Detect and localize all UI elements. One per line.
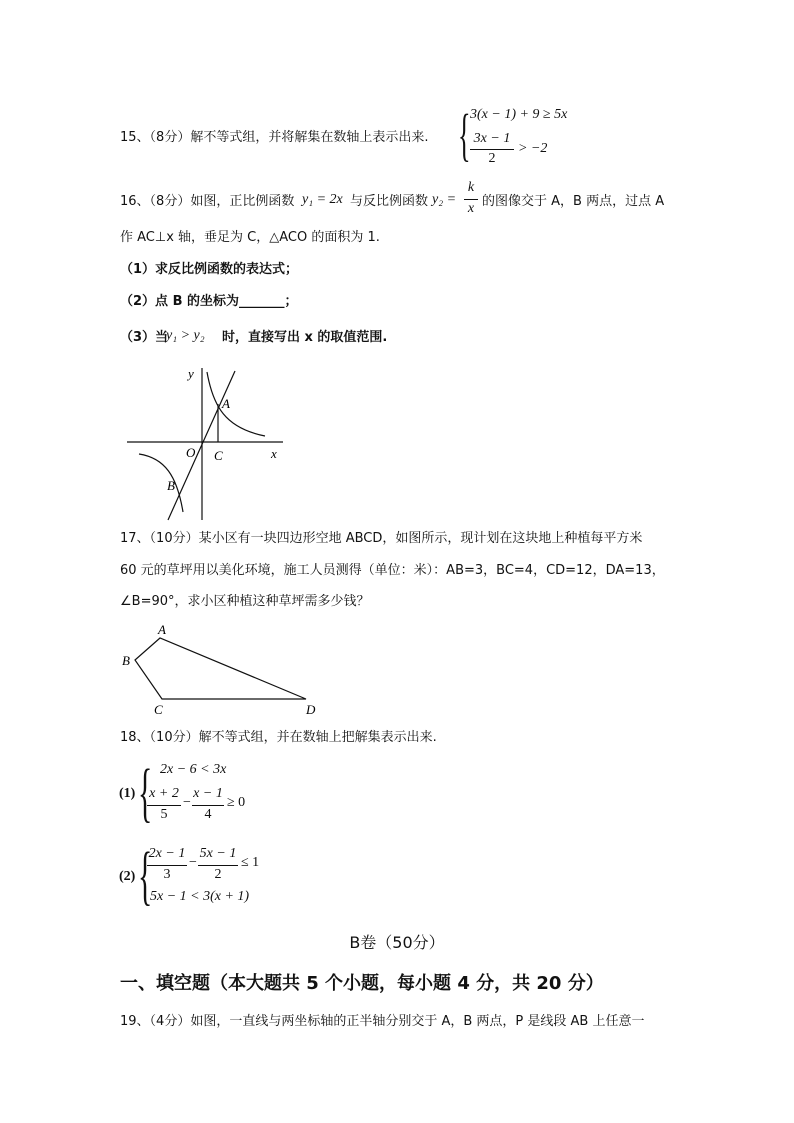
- q16-label-C: C: [214, 448, 223, 463]
- q18-prompt: 18、（10分）解不等式组，并在数轴上把解集表示出来.: [120, 730, 437, 745]
- q18-part2-frac2-bar: [198, 865, 238, 866]
- q18-part1-frac1-denominator: 5: [160, 807, 168, 822]
- q16-subquestion-2: （2）点 B 的坐标为_______；: [120, 294, 298, 309]
- q18-part1-rest: ≥ 0: [227, 795, 246, 810]
- q19-line1: 19、（4分）如图，一直线与两坐标轴的正半轴分别交于 A，B 两点，P 是线段 AB 上任意一: [120, 1014, 645, 1029]
- q16-line1-a: 16、（8分）如图，正比例函数: [120, 194, 295, 209]
- q16-label-A: A: [222, 396, 230, 411]
- q18-part1-frac2-numerator: x − 1: [193, 786, 223, 801]
- q16-fraction-denominator: x: [467, 201, 475, 216]
- q15-inequality-1: 3(x − 1) + 9 ≥ 5x: [470, 107, 568, 122]
- q18-part1-label: (1): [119, 786, 136, 801]
- q15-fraction-bar: [470, 149, 514, 150]
- q17-label-C: C: [154, 702, 163, 717]
- q18-part2-frac1-numerator: 2x − 1: [148, 846, 186, 861]
- q16-subquestion-1: （1）求反比例函数的表达式；: [120, 262, 299, 277]
- q17-line2: 60 元的草坪用以美化环境，施工人员测得（单位：米）：AB=3，BC=4，CD=12，DA=13，: [120, 563, 665, 578]
- section-heading-fill-in: 一、填空题（本大题共 5 个小题，每小题 4 分，共 20 分）: [120, 973, 604, 994]
- q18-part2-rest: ≤ 1: [241, 855, 260, 870]
- q15-inequality-2-rest: > −2: [518, 141, 548, 156]
- q16-hyperbola-branch-1: [207, 372, 265, 436]
- q18-part1-frac2-bar: [192, 805, 224, 806]
- q18-part2-brace: {: [138, 839, 153, 912]
- q16-subquestion-3-math: y₁ > y₂: [166, 328, 205, 343]
- q16-label-y: y: [188, 366, 194, 381]
- q18-part2-inequality-2: 5x − 1 < 3(x + 1): [150, 889, 250, 904]
- q15-prompt: 15、（8分）解不等式组，并将解集在数轴上表示出来.: [120, 130, 429, 145]
- q16-line1-b: 与反比例函数: [350, 194, 429, 209]
- q16-hyperbola-branch-2: [139, 454, 183, 512]
- part-b-title: B卷（50分）: [349, 933, 445, 952]
- q16-line2: 作 AC⊥x 轴，垂足为 C，△ACO 的面积为 1.: [120, 230, 380, 245]
- q18-part2-minus: −: [189, 855, 197, 870]
- q17-label-A: A: [158, 622, 166, 637]
- q16-figure: [125, 366, 285, 522]
- q18-part2-label: (2): [119, 869, 136, 884]
- q16-line1-c: 的图像交于 A，B 两点，过点 A: [482, 194, 665, 209]
- q16-subquestion-3-a: （3）当: [120, 330, 169, 345]
- q16-label-x: x: [271, 446, 277, 461]
- q15-brace: {: [458, 102, 471, 167]
- q16-label-O: O: [186, 445, 196, 460]
- q18-part1-inequality-1: 2x − 6 < 3x: [160, 762, 227, 777]
- q18-part2-frac1-denominator: 3: [163, 867, 171, 882]
- q17-line3: ∠B=90°，求小区种植这种草坪需多少钱？: [120, 594, 370, 609]
- q15-fraction-numerator: 3x − 1: [473, 131, 511, 146]
- q17-label-B: B: [122, 653, 130, 668]
- q16-y1-equation: y₁ = 2x: [302, 192, 343, 207]
- q18-part1-frac2-denominator: 4: [204, 807, 212, 822]
- q18-part2-frac1-bar: [147, 865, 187, 866]
- q16-fraction-bar: [464, 199, 478, 200]
- q16-subquestion-3-b: 时，直接写出 x 的取值范围.: [222, 330, 388, 345]
- q17-quadrilateral: [135, 638, 306, 699]
- q18-part2-frac2-numerator: 5x − 1: [199, 846, 237, 861]
- q17-figure: [118, 620, 328, 718]
- q18-part2-frac2-denominator: 2: [214, 867, 222, 882]
- q17-line1: 17、（10分）某小区有一块四边形空地 ABCD，如图所示，现计划在这块地上种植每平方米: [120, 531, 643, 546]
- q18-part1-brace: {: [138, 756, 153, 829]
- q18-part1-minus: −: [183, 795, 191, 810]
- q15-fraction-denominator: 2: [488, 151, 496, 166]
- q16-y2-equation: y₂ =: [432, 192, 457, 207]
- q16-fraction-numerator: k: [467, 180, 475, 195]
- q18-part1-frac1-bar: [147, 805, 181, 806]
- q17-label-D: D: [306, 702, 316, 717]
- q16-label-B: B: [167, 478, 175, 493]
- q18-part1-frac1-numerator: x + 2: [149, 786, 179, 801]
